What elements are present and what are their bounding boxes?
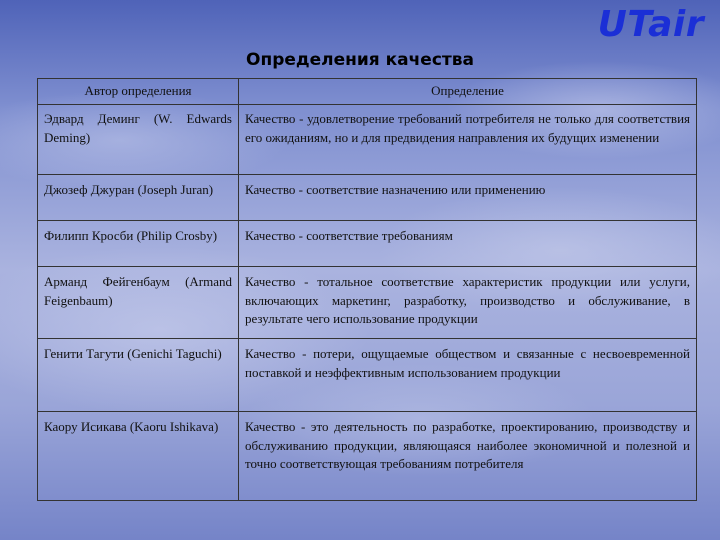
definitions-table-container xyxy=(37,78,697,501)
definition-cell: Качество - соответствие требованиям xyxy=(239,221,697,267)
author-cell: Арманд Фейгенбаум (Armand Feigenbaum) xyxy=(38,267,239,339)
definition-cell: Качество - потери, ощущаемые обществом и связанные с несвоевременной поставкой и неэффективным использованием продукции xyxy=(239,339,697,412)
table-row xyxy=(38,175,697,221)
table-header-row xyxy=(38,79,697,105)
definition-cell: Качество - удовлетворение требований потребителя не только для соответствия его ожиданиям, но и для предвидения направления их будущих изменении xyxy=(239,105,697,175)
definitions-table xyxy=(37,78,697,501)
definition-cell: Качество - это деятельность по разработке, проектированию, производству и обслуживанию продукции, являющаяся наиболее экономичной и полезной и точно соответствующая требованиям потребителя xyxy=(239,412,697,501)
definition-cell: Качество - соответствие назначению или применению xyxy=(239,175,697,221)
page-title: Определения качества xyxy=(246,50,474,70)
header-author: Автор определения xyxy=(38,79,239,105)
author-cell: Каору Исикава (Kaoru Ishikava) xyxy=(38,412,239,501)
definition-cell: Качество - тотальное соответствие характеристик продукции или услуги, включающих маркетинг, разработку, производство и обслуживание, в результате чего использование продукции xyxy=(239,267,697,339)
utair-logo: UTair xyxy=(597,4,704,45)
table-row xyxy=(38,412,697,501)
author-cell: Джозеф Джуран (Joseph Juran) xyxy=(38,175,239,221)
table-row xyxy=(38,105,697,175)
table-row xyxy=(38,339,697,412)
author-cell: Эдвард Деминг (W. Edwards Deming) xyxy=(38,105,239,175)
table-row xyxy=(38,221,697,267)
header-definition: Определение xyxy=(239,79,697,105)
author-cell: Генити Тагути (Genichi Taguchi) xyxy=(38,339,239,412)
table-row xyxy=(38,267,697,339)
author-cell: Филипп Кросби (Philip Crosby) xyxy=(38,221,239,267)
